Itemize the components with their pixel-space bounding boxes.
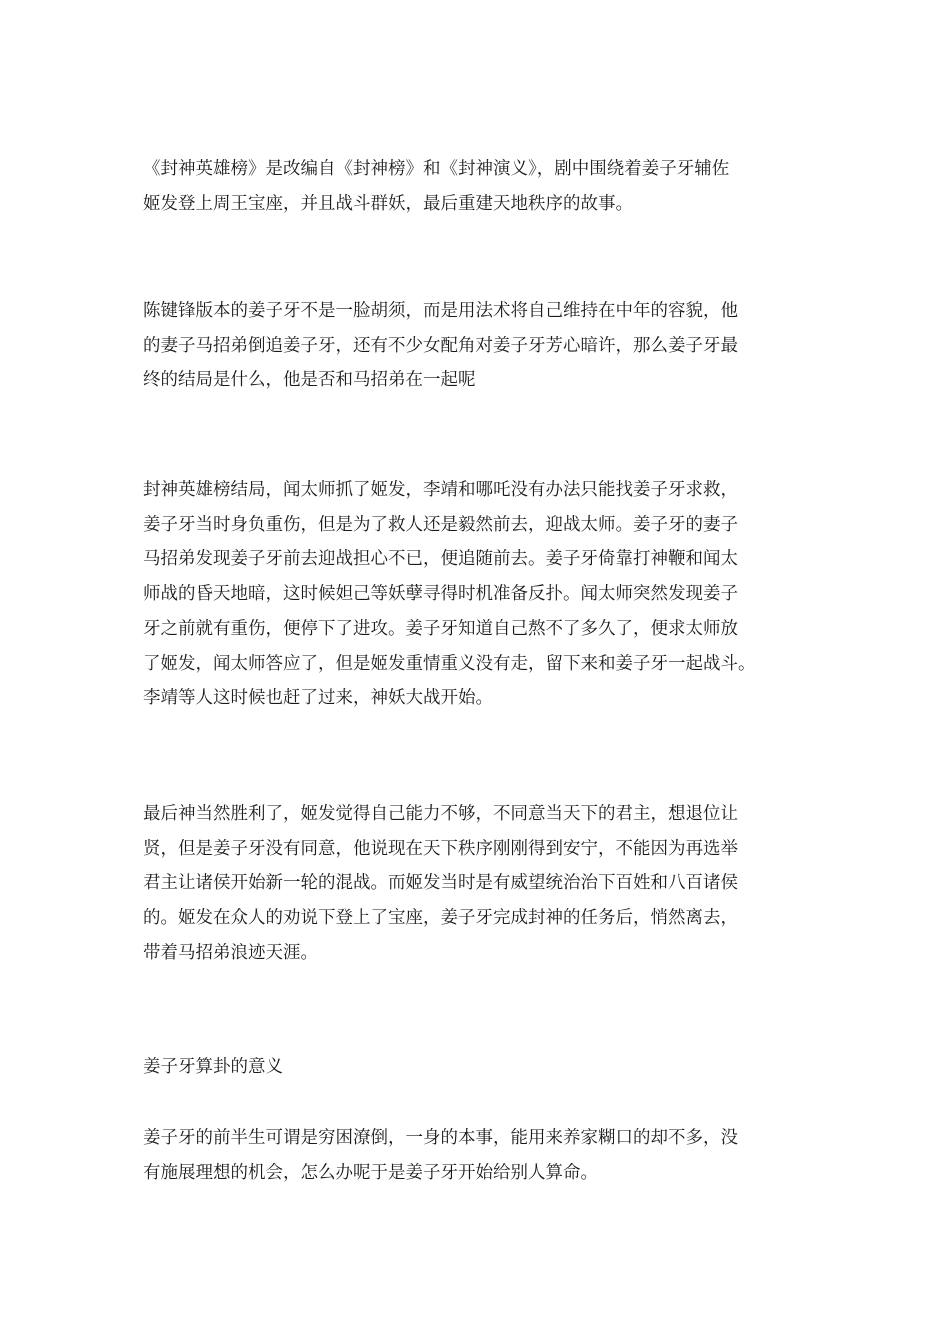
paragraph-jiang-ziya-version: 陈键锋版本的姜子牙不是一脸胡须，而是用法术将自己维持在中年的容貌，他 的妻子马招弟倒追姜子牙，还有不少女配角对姜子牙芳心暗许，那么姜子牙最 终的结局是什么，他是否和马招弟在一起呢 xyxy=(143,301,738,391)
paragraph-fortune-telling: 姜子牙的前半生可谓是穷困潦倒，一身的本事，能用来养家糊口的却不多，没 有施展理想的机会，怎么办呢于是姜子牙开始给别人算命。 xyxy=(143,1128,738,1183)
paragraph-ending-battle: 封神英雄榜结局，闻太师抓了姬发，李靖和哪吒没有办法只能找姜子牙求救， 姜子牙当时身负重伤，但是为了救人还是毅然前去，迎战太师。姜子牙的妻子 马招弟发现姜子牙前去迎战担心不已，便追随前去。姜子牙倚靠打神鞭和闻太 师战的昏天地暗，这时候妲己等妖孽寻得时机准备反扑。闻太师突然发现姜子 牙之前就有重伤，便停下了进攻。姜子牙知道自己熬不了多久了，便求太师放 了姬发，闻太师答应了，但是姬发重情重义没有走，留下来和姜子牙一起战斗。 李靖等人这时候也赶了过来，神妖大战开始。 xyxy=(143,480,756,709)
paragraph-intro: 《封神英雄榜》是改编自《封神榜》和《封神演义》，剧中围绕着姜子牙辅佐 姬发登上周王宝座，并且战斗群妖，最后重建天地秩序的故事。 xyxy=(143,159,730,214)
paragraph-ending-outcome: 最后神当然胜利了，姬发觉得自己能力不够，不同意当天下的君主，想退位让 贤，但是姜子牙没有同意，他说现在天下秩序刚刚得到安宁，不能因为再选举 君主让诸侯开始新一轮的混战。而姬发当时是有威望统治治下百姓和八百诸侯 的。姬发在众人的劝说下登上了宝座，姜子牙完成封神的任务后，悄然离去， 带着马招弟浪迹天涯。 xyxy=(143,804,738,963)
section-heading: 姜子牙算卦的意义 xyxy=(143,1057,283,1077)
